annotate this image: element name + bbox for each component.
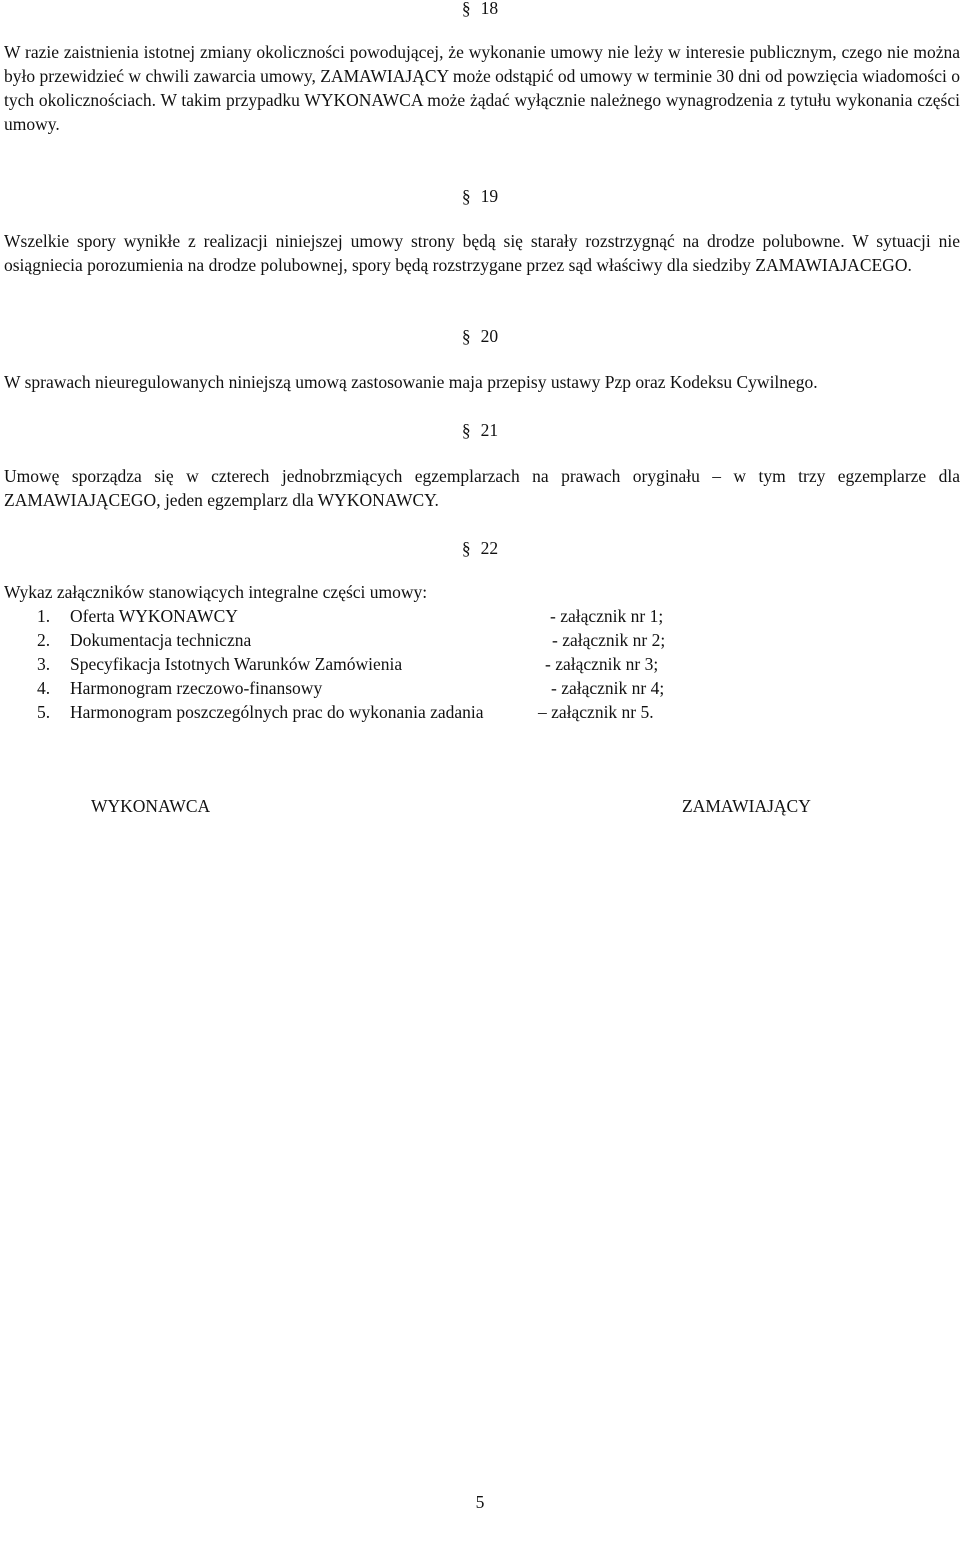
- section-body-20: W sprawach nieuregulowanych niniejszą umową zastosowanie maja przepisy ustawy Pzp oraz Kodeksu Cywilnego.: [4, 372, 818, 392]
- signature-client: ZAMAWIAJĄCY: [682, 796, 811, 816]
- paragraph-sign: §: [461, 538, 471, 558]
- list-item-number: 4.: [37, 678, 51, 698]
- list-item-label: Harmonogram poszczególnych prac do wykonania zadania: [70, 702, 484, 722]
- list-item-number: 5.: [37, 702, 51, 722]
- list-item-label: Harmonogram rzeczowo-finansowy: [70, 678, 323, 698]
- section-body-18: W razie zaistnienia istotnej zmiany okoliczności powodującej, że wykonanie umowy nie leży w interesie publicznym, czego nie można było przewidzieć w chwili zawarcia umowy, ZAMAWIAJĄCY może odstąpić od umowy w terminie 30 dni od powzięcia wiadomości o tych okolicznościach. W takim przypadku WYKONAWCA może żądać wyłącznie należnego wynagrodzenia z tytułu wykonania części umowy.: [4, 42, 960, 134]
- list-item-label: Dokumentacja techniczna: [70, 630, 252, 650]
- signature-contractor: WYKONAWCA: [91, 796, 211, 816]
- list-item-attachment: - załącznik nr 4;: [551, 678, 665, 698]
- section-body-22: Wykaz załączników stanowiących integralne części umowy:: [4, 582, 428, 602]
- section-heading-19: [0, 184, 960, 208]
- list-item: [4, 700, 960, 724]
- paragraph-sign: §: [461, 186, 471, 206]
- section-body-21: Umowę sporządza się w czterech jednobrzmiących egzemplarzach na prawach oryginału – w tym trzy egzemplarze dla ZAMAWIAJĄCEGO, jeden egzemplarz dla WYKONAWCY.: [4, 466, 960, 510]
- section-number: 19: [480, 186, 499, 206]
- section-number: 22: [480, 538, 499, 558]
- section-heading-22: [0, 536, 960, 560]
- list-item-label: Specyfikacja Istotnych Warunków Zamówienia: [70, 654, 403, 674]
- section-number: 21: [480, 420, 499, 440]
- list-item: [4, 652, 960, 676]
- list-item-attachment: – załącznik nr 5.: [538, 702, 654, 722]
- list-item-number: 1.: [37, 606, 51, 626]
- list-item-attachment: - załącznik nr 2;: [552, 630, 666, 650]
- list-item: [4, 628, 960, 652]
- section-heading-20: [0, 324, 960, 348]
- page-number: 5: [475, 1492, 485, 1512]
- section-heading-18: [0, 0, 960, 20]
- paragraph-sign: §: [461, 420, 471, 440]
- list-item-label: Oferta WYKONAWCY: [70, 606, 238, 626]
- list-item: [4, 604, 960, 628]
- paragraph-sign: §: [461, 0, 471, 18]
- list-item-attachment: - załącznik nr 1;: [550, 606, 664, 626]
- list-item-number: 3.: [37, 654, 51, 674]
- list-item-number: 2.: [37, 630, 51, 650]
- paragraph-sign: §: [461, 326, 471, 346]
- list-item-attachment: - załącznik nr 3;: [545, 654, 659, 674]
- attachments-list: [4, 604, 960, 724]
- section-number: 20: [480, 326, 499, 346]
- list-item: [4, 676, 960, 700]
- section-number: 18: [480, 0, 499, 18]
- section-heading-21: [0, 418, 960, 442]
- section-body-19: Wszelkie spory wynikłe z realizacji niniejszej umowy strony będą się starały rozstrzygnąć na drodze polubowne. W sytuacji nie osiągniecia porozumienia na drodze polubownej, spory będą rozstrzygane przez sąd właściwy dla siedziby ZAMAWIAJACEGO.: [4, 231, 960, 275]
